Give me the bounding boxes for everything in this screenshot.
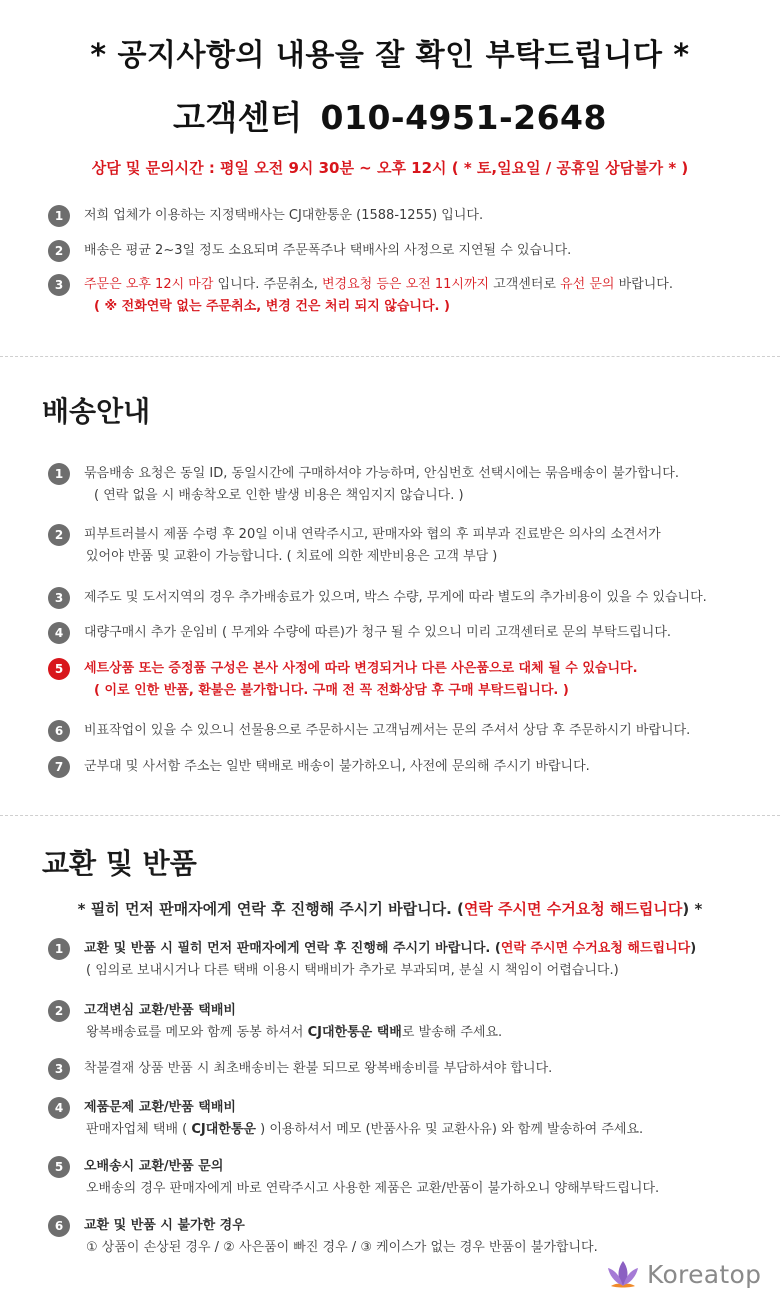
item-text: 대량구매시 추가 운임비 ( 무게와 수량에 따른)가 청구 될 수 있으니 미리 고객센터로 문의 부탁드립니다. — [84, 625, 672, 640]
item-text: 묶음배송 요청은 동일 ID, 동일시간에 구매하셔야 가능하며, 안심번호 선택시에는 묶음배송이 불가합니다. — [84, 466, 680, 481]
number-badge: 4 — [48, 622, 70, 644]
number-badge: 1 — [48, 205, 70, 227]
lotus-icon — [605, 1259, 641, 1289]
customer-center — [0, 92, 780, 139]
consult-hours: 상담 및 문의시간 : 평일 오전 9시 30분 ~ 오후 12시 ( * 토,일요일 / 공휴일 상담불가 * ) — [91, 159, 689, 177]
notice-text: 주문은 오후 12시 마감 입니다. 주문취소, 변경요청 등은 오전 11시까지 고객센터로 유선 문의 바랍니다. — [84, 277, 673, 292]
exchange-note: * 필히 먼저 판매자에게 연락 후 진행해 주시기 바랍니다. (연락 주시면 수거요청 해드립니다) * — [77, 900, 703, 918]
item-subtext: ① 상품이 손상된 경우 / ② 사은품이 빠진 경우 / ③ 케이스가 없는 경우 반품이 불가합니다. — [86, 1240, 598, 1255]
item-subtext: ( 이로 인한 반품, 환불은 불가합니다. 구매 전 꼭 전화상담 후 구매 부탁드립니다. ) — [94, 683, 569, 698]
section-divider — [0, 815, 780, 816]
notice-text: 저희 업체가 이용하는 지정택배사는 CJ대한통운 (1588-1255) 입니다. — [84, 208, 484, 223]
number-badge: 2 — [48, 524, 70, 546]
number-badge: 4 — [48, 1097, 70, 1119]
item-heading: 교환 및 반품 시 필히 먼저 판매자에게 연락 후 진행해 주시기 바랍니다. (연락 주시면 수거요청 해드립니다) — [84, 941, 697, 956]
shipping-item — [48, 622, 768, 644]
exchange-section-title: 교환 및 반품 — [42, 847, 197, 880]
item-heading: 교환 및 반품 시 불가한 경우 — [84, 1218, 245, 1233]
exchange-item — [48, 1215, 768, 1259]
shipping-section-title: 배송안내 — [42, 395, 151, 428]
exchange-item — [48, 1000, 768, 1044]
item-subtext: ( 연락 없을 시 배송착오로 인한 발생 비용은 책임지지 않습니다. ) — [94, 488, 464, 503]
section-divider — [0, 356, 780, 357]
notice-subtext: ( ※ 전화연락 없는 주문취소, 변경 건은 처리 되지 않습니다. ) — [94, 299, 450, 314]
item-subtext: 판매자업체 택배 ( CJ대한통운 ) 이용하셔서 메모 (반품사유 및 교환사유) 와 함께 발송하여 주세요. — [86, 1122, 644, 1137]
exchange-item — [48, 1097, 768, 1141]
number-badge: 2 — [48, 1000, 70, 1022]
item-subtext: 오배송의 경우 판매자에게 바로 연락주시고 사용한 제품은 교환/반품이 불가하오니 양해부탁드립니다. — [86, 1181, 660, 1196]
exchange-item — [48, 1156, 768, 1200]
shipping-item — [48, 524, 768, 568]
notice-title: * 공지사항의 내용을 잘 확인 부탁드립니다 * — [90, 38, 690, 73]
item-heading: 제품문제 교환/반품 택배비 — [84, 1100, 236, 1115]
koreatop-logo — [605, 1259, 761, 1289]
number-badge: 3 — [48, 274, 70, 296]
number-badge: 7 — [48, 756, 70, 778]
number-badge: 6 — [48, 720, 70, 742]
number-badge: 6 — [48, 1215, 70, 1237]
notice-item — [48, 240, 768, 262]
number-badge: 5 — [48, 658, 70, 680]
number-badge: 3 — [48, 587, 70, 609]
item-text: 세트상품 또는 증정품 구성은 본사 사정에 따라 변경되거나 다른 사은품으로 대체 될 수 있습니다. — [84, 661, 638, 676]
phone-number: 010-4951-2648 — [320, 98, 607, 137]
notice-item — [48, 274, 768, 318]
item-heading: 오배송시 교환/반품 문의 — [84, 1159, 224, 1174]
item-subtext: 있어야 반품 및 교환이 가능합니다. ( 치료에 의한 제반비용은 고객 부담 ) — [86, 549, 498, 564]
number-badge: 2 — [48, 240, 70, 262]
item-text: 착불결재 상품 반품 시 최초배송비는 환불 되므로 왕복배송비를 부담하셔야 합니다. — [84, 1061, 553, 1076]
customer-center-label: 고객센터 — [173, 98, 303, 137]
notice-item — [48, 205, 768, 227]
item-text: 군부대 및 사서함 주소는 일반 택배로 배송이 불가하오니, 사전에 문의해 주시기 바랍니다. — [84, 759, 590, 774]
exchange-item — [48, 1058, 768, 1080]
logo-text: Koreatop — [647, 1259, 762, 1289]
shipping-item — [48, 463, 768, 507]
exchange-item — [48, 938, 768, 982]
item-text: 피부트러블시 제품 수령 후 20일 이내 연락주시고, 판매자와 협의 후 피부과 진료받은 의사의 소견서가 — [84, 527, 661, 542]
shipping-item — [48, 720, 768, 742]
shipping-item — [48, 587, 768, 609]
item-subtext: ( 임의로 보내시거나 다른 택배 이용시 택배비가 추가로 부과되며, 분실 시 책임이 어렵습니다.) — [86, 963, 619, 978]
number-badge: 1 — [48, 938, 70, 960]
number-badge: 5 — [48, 1156, 70, 1178]
shipping-item — [48, 756, 768, 778]
number-badge: 1 — [48, 463, 70, 485]
item-text: 비표작업이 있을 수 있으니 선물용으로 주문하시는 고객님께서는 문의 주셔서 상담 후 주문하시기 바랍니다. — [84, 723, 691, 738]
item-heading: 고객변심 교환/반품 택배비 — [84, 1003, 236, 1018]
number-badge: 3 — [48, 1058, 70, 1080]
shipping-item — [48, 658, 768, 702]
item-text: 제주도 및 도서지역의 경우 추가배송료가 있으며, 박스 수량, 무게에 따라 별도의 추가비용이 있을 수 있습니다. — [84, 590, 707, 605]
notice-text: 배송은 평균 2~3일 정도 소요되며 주문폭주나 택배사의 사정으로 지연될 수 있습니다. — [84, 243, 572, 258]
item-subtext: 왕복배송료를 메모와 함께 동봉 하셔서 CJ대한통운 택배로 발송해 주세요. — [86, 1025, 503, 1040]
